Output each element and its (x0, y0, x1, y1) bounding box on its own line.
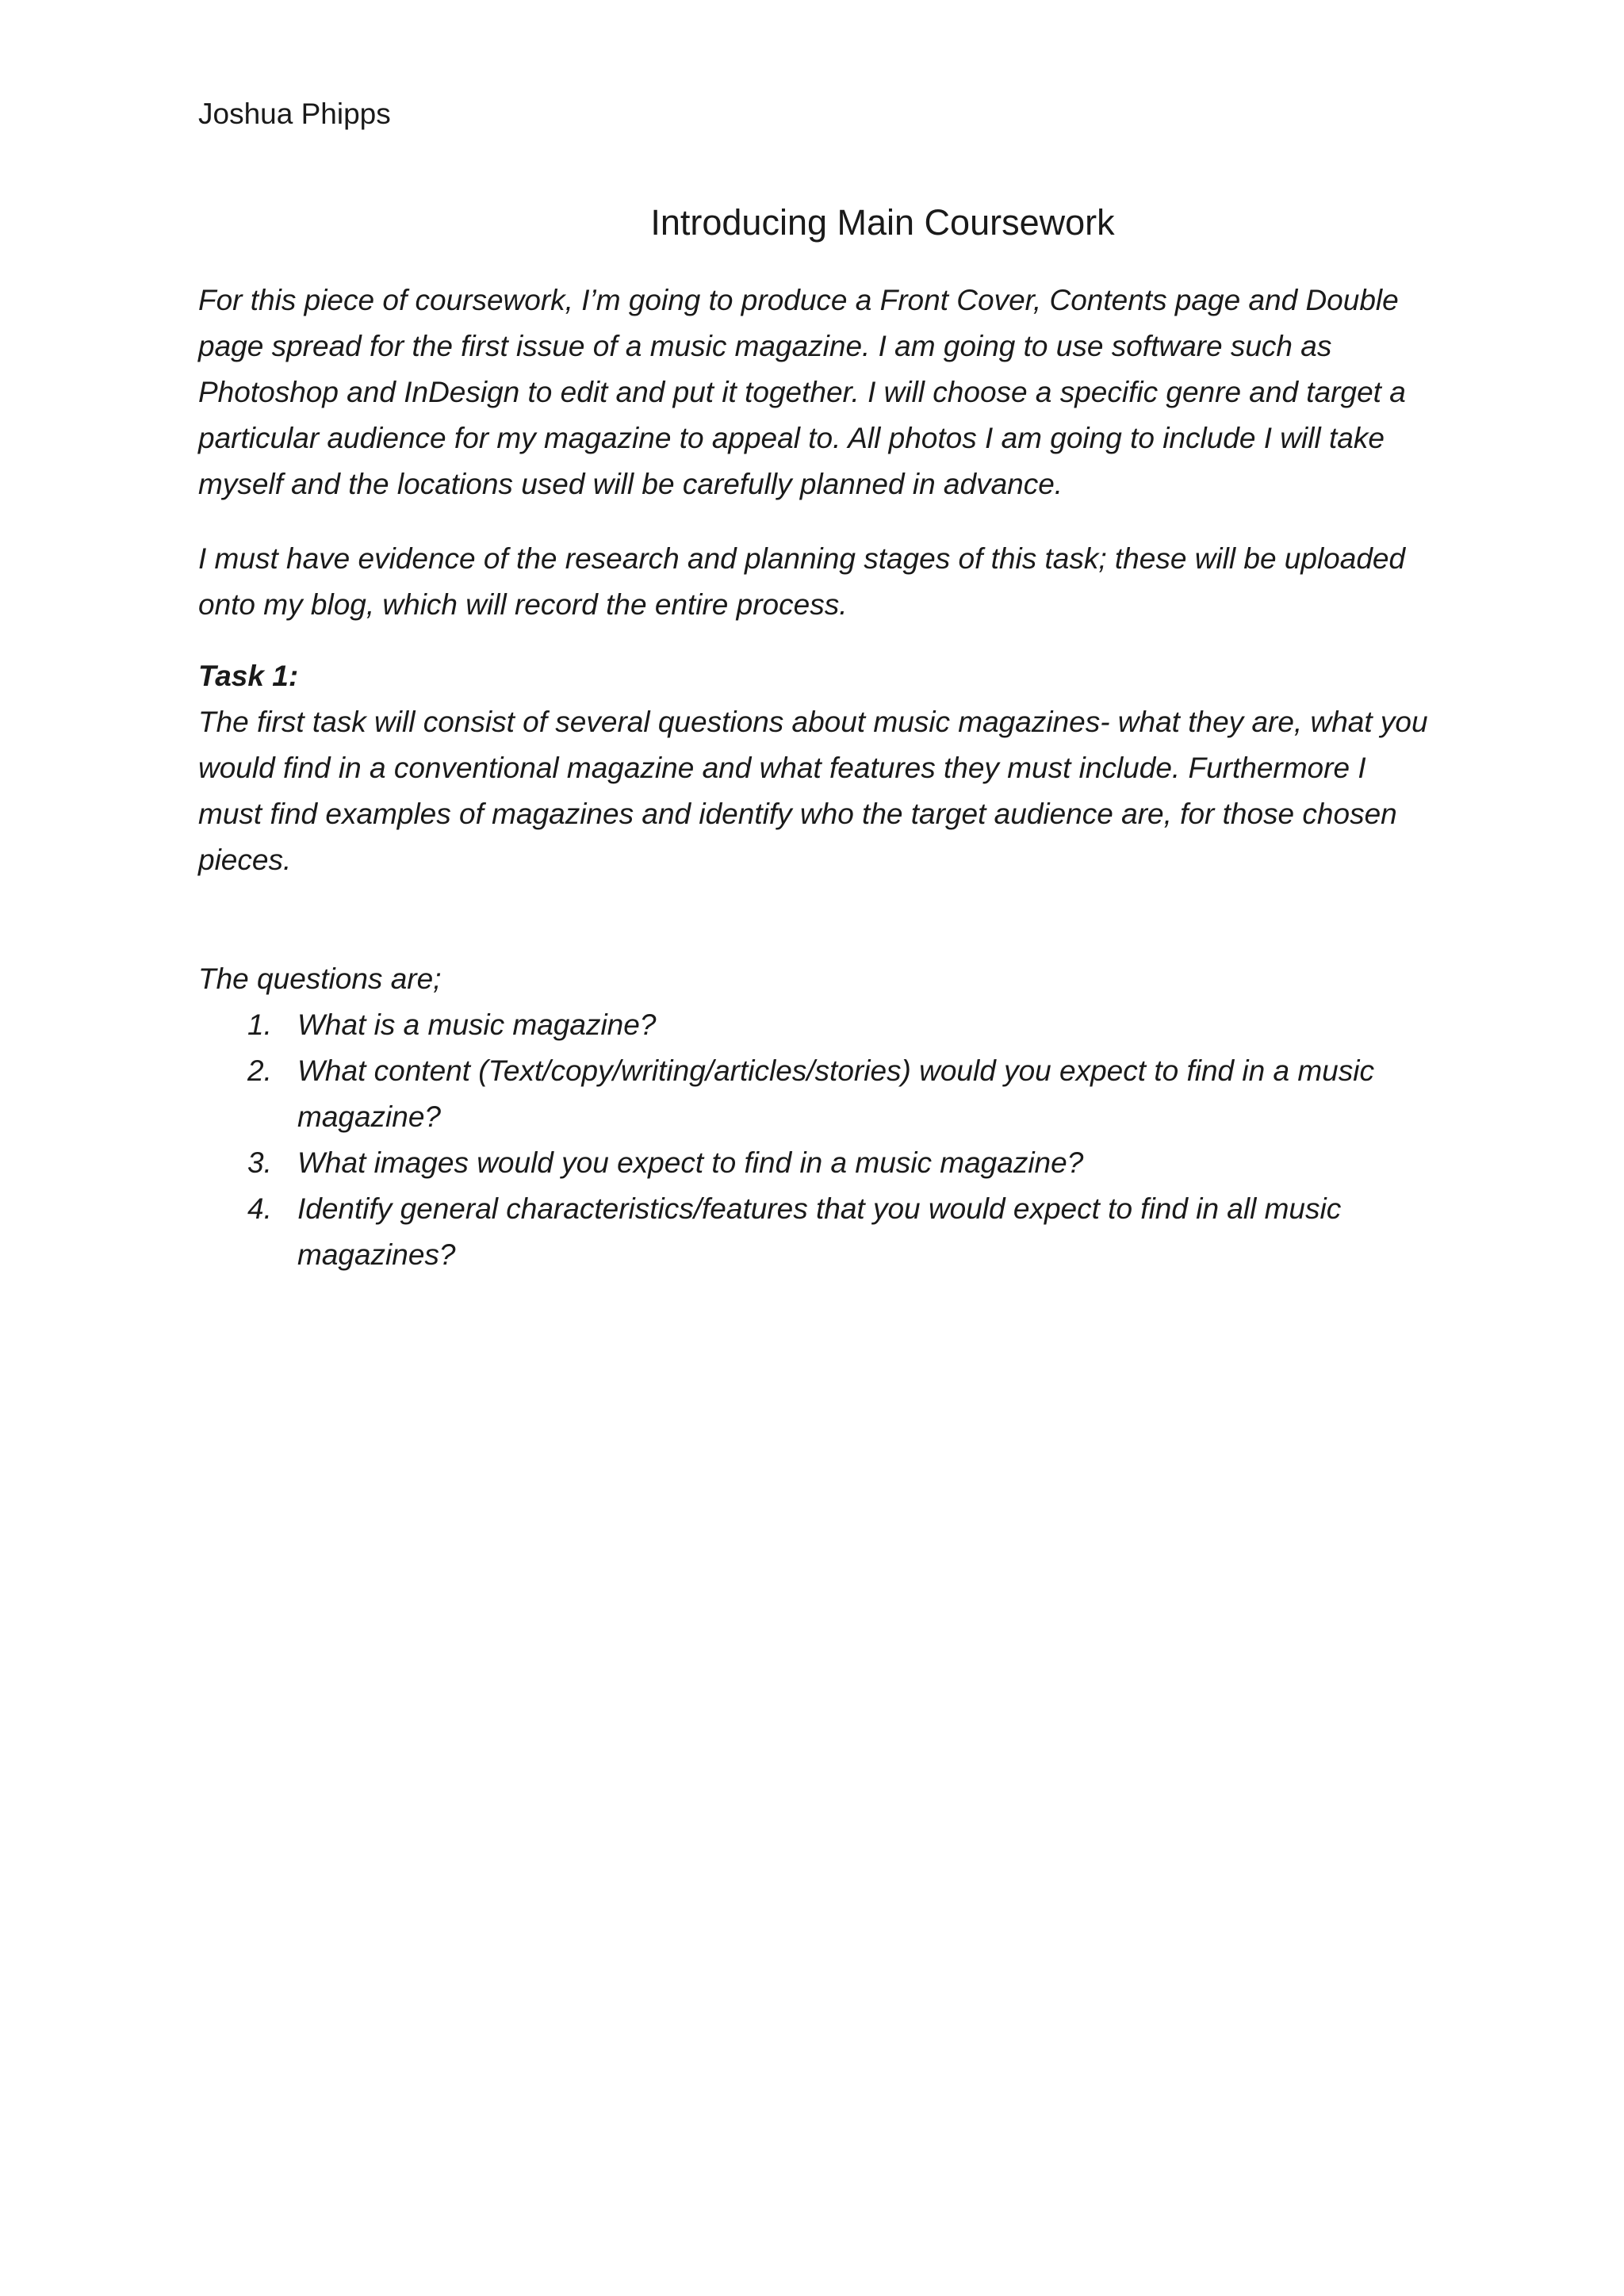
list-item-text: Identify general characteristics/features that you would expect to find in all music magazines? (297, 1192, 1342, 1271)
task-heading: Task 1: (198, 660, 299, 692)
list-item-number: 1. (247, 1008, 272, 1041)
evidence-paragraph: I must have evidence of the research and planning stages of this task; these will be uploaded onto my blog, which will record the entire process. (198, 542, 1406, 621)
list-item (247, 1048, 1435, 1140)
list-item-text: What is a music magazine? (297, 1008, 657, 1041)
list-item-text: What content (Text/copy/writing/articles/stories) would you expect to find in a music magazine? (297, 1054, 1374, 1133)
list-item (247, 1002, 1435, 1048)
questions-list (198, 1002, 1435, 1278)
list-item-number: 4. (247, 1192, 272, 1225)
document-body (198, 277, 1435, 1278)
list-item-number: 3. (247, 1146, 272, 1179)
author-name: Joshua Phipps (198, 98, 391, 130)
list-item-number: 2. (247, 1054, 272, 1087)
list-item (247, 1186, 1435, 1278)
page-title: Introducing Main Coursework (650, 202, 1115, 243)
list-item-text: What images would you expect to find in a music magazine? (297, 1146, 1084, 1179)
questions-intro: The questions are; (198, 962, 442, 995)
list-item (247, 1140, 1435, 1186)
task-description: The first task will consist of several questions about music magazines- what they are, what you would find in a conventional magazine and what features they must include. Furthermore I must find examples of magazines and identify who the target audience are, for those chosen pieces. (198, 706, 1428, 876)
intro-paragraph: For this piece of coursework, I’m going to produce a Front Cover, Contents page and Double page spread for the first issue of a music magazine. I am going to use software such as Photoshop and InDesign to edit and put it together. I will choose a specific genre and target a particular audience for my magazine to appeal to. All photos I am going to include I will take myself and the locations used will be carefully planned in advance. (198, 284, 1406, 500)
